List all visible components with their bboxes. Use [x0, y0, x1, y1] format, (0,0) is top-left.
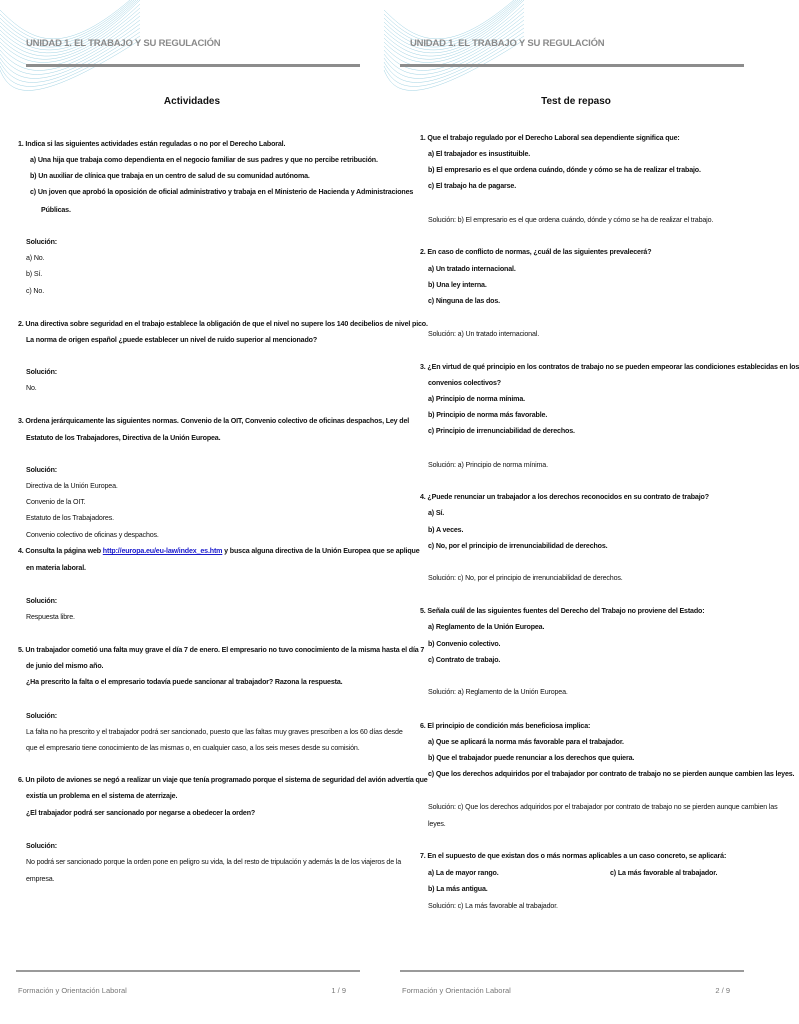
solution-label: Solución: — [26, 368, 57, 376]
test-q6-a: a) Que se aplicará la norma más favorable para el trabajador. — [428, 738, 624, 746]
page-number: 2 / 9 — [715, 986, 730, 995]
test-solution-4: Solución: c) No, por el principio de irrenunciabilidad de derechos. — [428, 574, 623, 582]
solution-label: Solución: — [26, 597, 57, 605]
test-q2-c: c) Ninguna de las dos. — [428, 297, 500, 305]
test-q4-c: c) No, por el principio de irrenunciabilidad de derechos. — [428, 542, 608, 550]
test-question-1: 1. Que el trabajo regulado por el Derecho Laboral sea dependiente significa que: — [420, 134, 680, 142]
page-title: Test de repaso — [541, 96, 611, 107]
question-6-cont: existía un problema en el sistema de aterrizaje. — [26, 792, 178, 800]
test-q2-b: b) Una ley interna. — [428, 281, 487, 289]
test-question-3: 3. ¿En virtud de qué principio en los contratos de trabajo no se pueden empeorar las condiciones establecidas en los — [420, 363, 799, 371]
solution-label: Solución: — [26, 466, 57, 474]
footer-text: Formación y Orientación Laboral — [18, 986, 127, 995]
test-solution-5: Solución: a) Reglamento de la Unión Europea. — [428, 688, 568, 696]
page-title: Actividades — [163, 96, 221, 107]
test-solution-6: Solución: c) Que los derechos adquiridos por el trabajador por contrato de trabajo no se pierden aunque cambien las — [428, 803, 778, 811]
solution-5-b: que el empresario tiene conocimiento de las mismas o, en cualquier caso, a los seis meses desde su comisión. — [26, 744, 360, 752]
test-q5-a: a) Reglamento de la Unión Europea. — [428, 623, 545, 631]
question-2-cont: La norma de origen español ¿puede establecer un nivel de ruido superior al mencionado? — [26, 336, 318, 344]
solution-6-b: empresa. — [26, 875, 55, 883]
test-q4-b: b) A veces. — [428, 526, 464, 534]
question-1-b: b) Un auxiliar de clínica que trabaja en un centro de salud de su comunidad autónoma. — [30, 172, 310, 180]
solution-3-a: Directiva de la Unión Europea. — [26, 482, 118, 490]
test-q1-a: a) El trabajador es insustituible. — [428, 150, 531, 158]
header-rule — [26, 64, 360, 67]
test-q3-c: c) Principio de irrenunciabilidad de derechos. — [428, 427, 575, 435]
test-question-5: 5. Señala cuál de las siguientes fuentes del Derecho del Trabajo no proviene del Estado: — [420, 607, 705, 615]
question-4-post: y busca alguna directiva de la Unión Europea que se aplique — [222, 547, 420, 555]
test-solution-6-cont: leyes. — [428, 820, 446, 828]
question-3: 3. Ordena jerárquicamente las siguientes normas. Convenio de la OIT, Convenio colectivo de oficinas despachos, Ley del — [18, 417, 410, 425]
question-3-cont: Estatuto de los Trabajadores, Directiva de la Unión Europea. — [26, 434, 221, 442]
footer-rule — [400, 970, 744, 972]
test-q7-c: c) La más favorable al trabajador. — [610, 869, 718, 877]
decorative-wave-graphic — [0, 0, 140, 110]
solution-3-d: Convenio colectivo de oficinas y despachos. — [26, 531, 159, 539]
page-2 — [384, 0, 799, 1024]
test-q1-c: c) El trabajo ha de pagarse. — [428, 182, 517, 190]
test-solution-1: Solución: b) El empresario es el que ordena cuándo, dónde y cómo se ha de realizar el trabajo. — [428, 216, 714, 224]
test-question-4: 4. ¿Puede renunciar un trabajador a los derechos reconocidos en su contrato de trabajo? — [420, 493, 709, 501]
question-6: 6. Un piloto de aviones se negó a realizar un viaje que tenía programado porque el sistema de seguridad del avión advertía que — [18, 776, 428, 784]
question-5-ask: ¿Ha prescrito la falta o el empresario todavía puede sancionar al trabajador? Razona la respuesta. — [26, 678, 343, 686]
footer-text: Formación y Orientación Laboral — [402, 986, 511, 995]
question-4 — [18, 543, 420, 559]
solution-label: Solución: — [26, 842, 57, 850]
test-q3-a: a) Principio de norma mínima. — [428, 395, 525, 403]
test-q1-b: b) El empresario es el que ordena cuándo, dónde y cómo se ha de realizar el trabajo. — [428, 166, 701, 174]
decorative-wave-graphic — [384, 0, 524, 110]
solution-label: Solución: — [26, 238, 57, 246]
question-1: 1. Indica si las siguientes actividades están reguladas o no por el Derecho Laboral. — [18, 140, 286, 148]
test-q7-a: a) La de mayor rango. — [428, 869, 499, 877]
question-5: 5. Un trabajador cometió una falta muy grave el día 7 de enero. El empresario no tuvo conocimiento de la misma hasta el día 7 — [18, 646, 425, 654]
question-4-cont: en materia laboral. — [26, 564, 86, 572]
solution-1-a: a) No. — [26, 254, 45, 262]
question-6-ask: ¿El trabajador podrá ser sancionado por negarse a obedecer la orden? — [26, 809, 256, 817]
page-header: UNIDAD 1. EL TRABAJO Y SU REGULACIÓN — [410, 38, 605, 49]
test-question-2: 2. En caso de conflicto de normas, ¿cuál de las siguientes prevalecerá? — [420, 248, 652, 256]
header-rule — [400, 64, 744, 67]
page-header: UNIDAD 1. EL TRABAJO Y SU REGULACIÓN — [26, 38, 221, 49]
test-question-3-cont: convenios colectivos? — [428, 379, 501, 387]
question-1-c: c) Un joven que aprobó la oposición de oficial administrativo y trabaja en el Ministerio de Hacienda y Administraciones — [30, 188, 414, 196]
test-q5-b: b) Convenio colectivo. — [428, 640, 501, 648]
solution-4: Respuesta libre. — [26, 613, 75, 621]
question-1-a: a) Una hija que trabaja como dependienta en el negocio familiar de sus padres y que no percibe retribución. — [30, 156, 378, 164]
question-5-cont: de junio del mismo año. — [26, 662, 104, 670]
solution-label: Solución: — [26, 712, 57, 720]
solution-2: No. — [26, 384, 37, 392]
solution-1-b: b) Sí. — [26, 270, 43, 278]
test-solution-7: Solución: c) La más favorable al trabajador. — [428, 902, 558, 910]
question-2: 2. Una directiva sobre seguridad en el trabajo establece la obligación de que el nivel no supere los 140 decibelios de nivel pico. — [18, 320, 428, 328]
solution-1-c: c) No. — [26, 287, 45, 295]
test-question-7: 7. En el supuesto de que existan dos o más normas aplicables a un caso concreto, se aplicará: — [420, 852, 727, 860]
test-q5-c: c) Contrato de trabajo. — [428, 656, 501, 664]
test-q6-c: c) Que los derechos adquiridos por el trabajador por contrato de trabajo no se pierden aunque cambien las leyes. — [428, 770, 795, 778]
question-4-pre: 4. Consulta la página web — [18, 547, 103, 555]
test-q3-b: b) Principio de norma más favorable. — [428, 411, 548, 419]
page-number: 1 / 9 — [331, 986, 346, 995]
test-q2-a: a) Un tratado internacional. — [428, 265, 516, 273]
europa-link[interactable]: http://europa.eu/eu-law/index_es.htm — [102, 547, 223, 555]
solution-6-a: No podrá ser sancionado porque la orden pone en peligro su vida, la del resto de tripulación y además la de los viajeros de la — [26, 858, 402, 866]
test-q7-b: b) La más antigua. — [428, 885, 488, 893]
solution-3-b: Convenio de la OIT. — [26, 498, 86, 506]
question-1-c-cont: Públicas. — [41, 206, 71, 214]
test-q6-b: b) Que el trabajador puede renunciar a los derechos que quiera. — [428, 754, 635, 762]
test-solution-2: Solución: a) Un tratado internacional. — [428, 330, 540, 338]
footer-rule — [16, 970, 360, 972]
test-question-6: 6. El principio de condición más beneficiosa implica: — [420, 722, 591, 730]
solution-3-c: Estatuto de los Trabajadores. — [26, 514, 114, 522]
solution-5-a: La falta no ha prescrito y el trabajador podrá ser sancionado, puesto que las faltas muy graves prescriben a los 60 días desde — [26, 728, 403, 736]
test-solution-3: Solución: a) Principio de norma mínima. — [428, 461, 548, 469]
test-q4-a: a) Sí. — [428, 509, 445, 517]
